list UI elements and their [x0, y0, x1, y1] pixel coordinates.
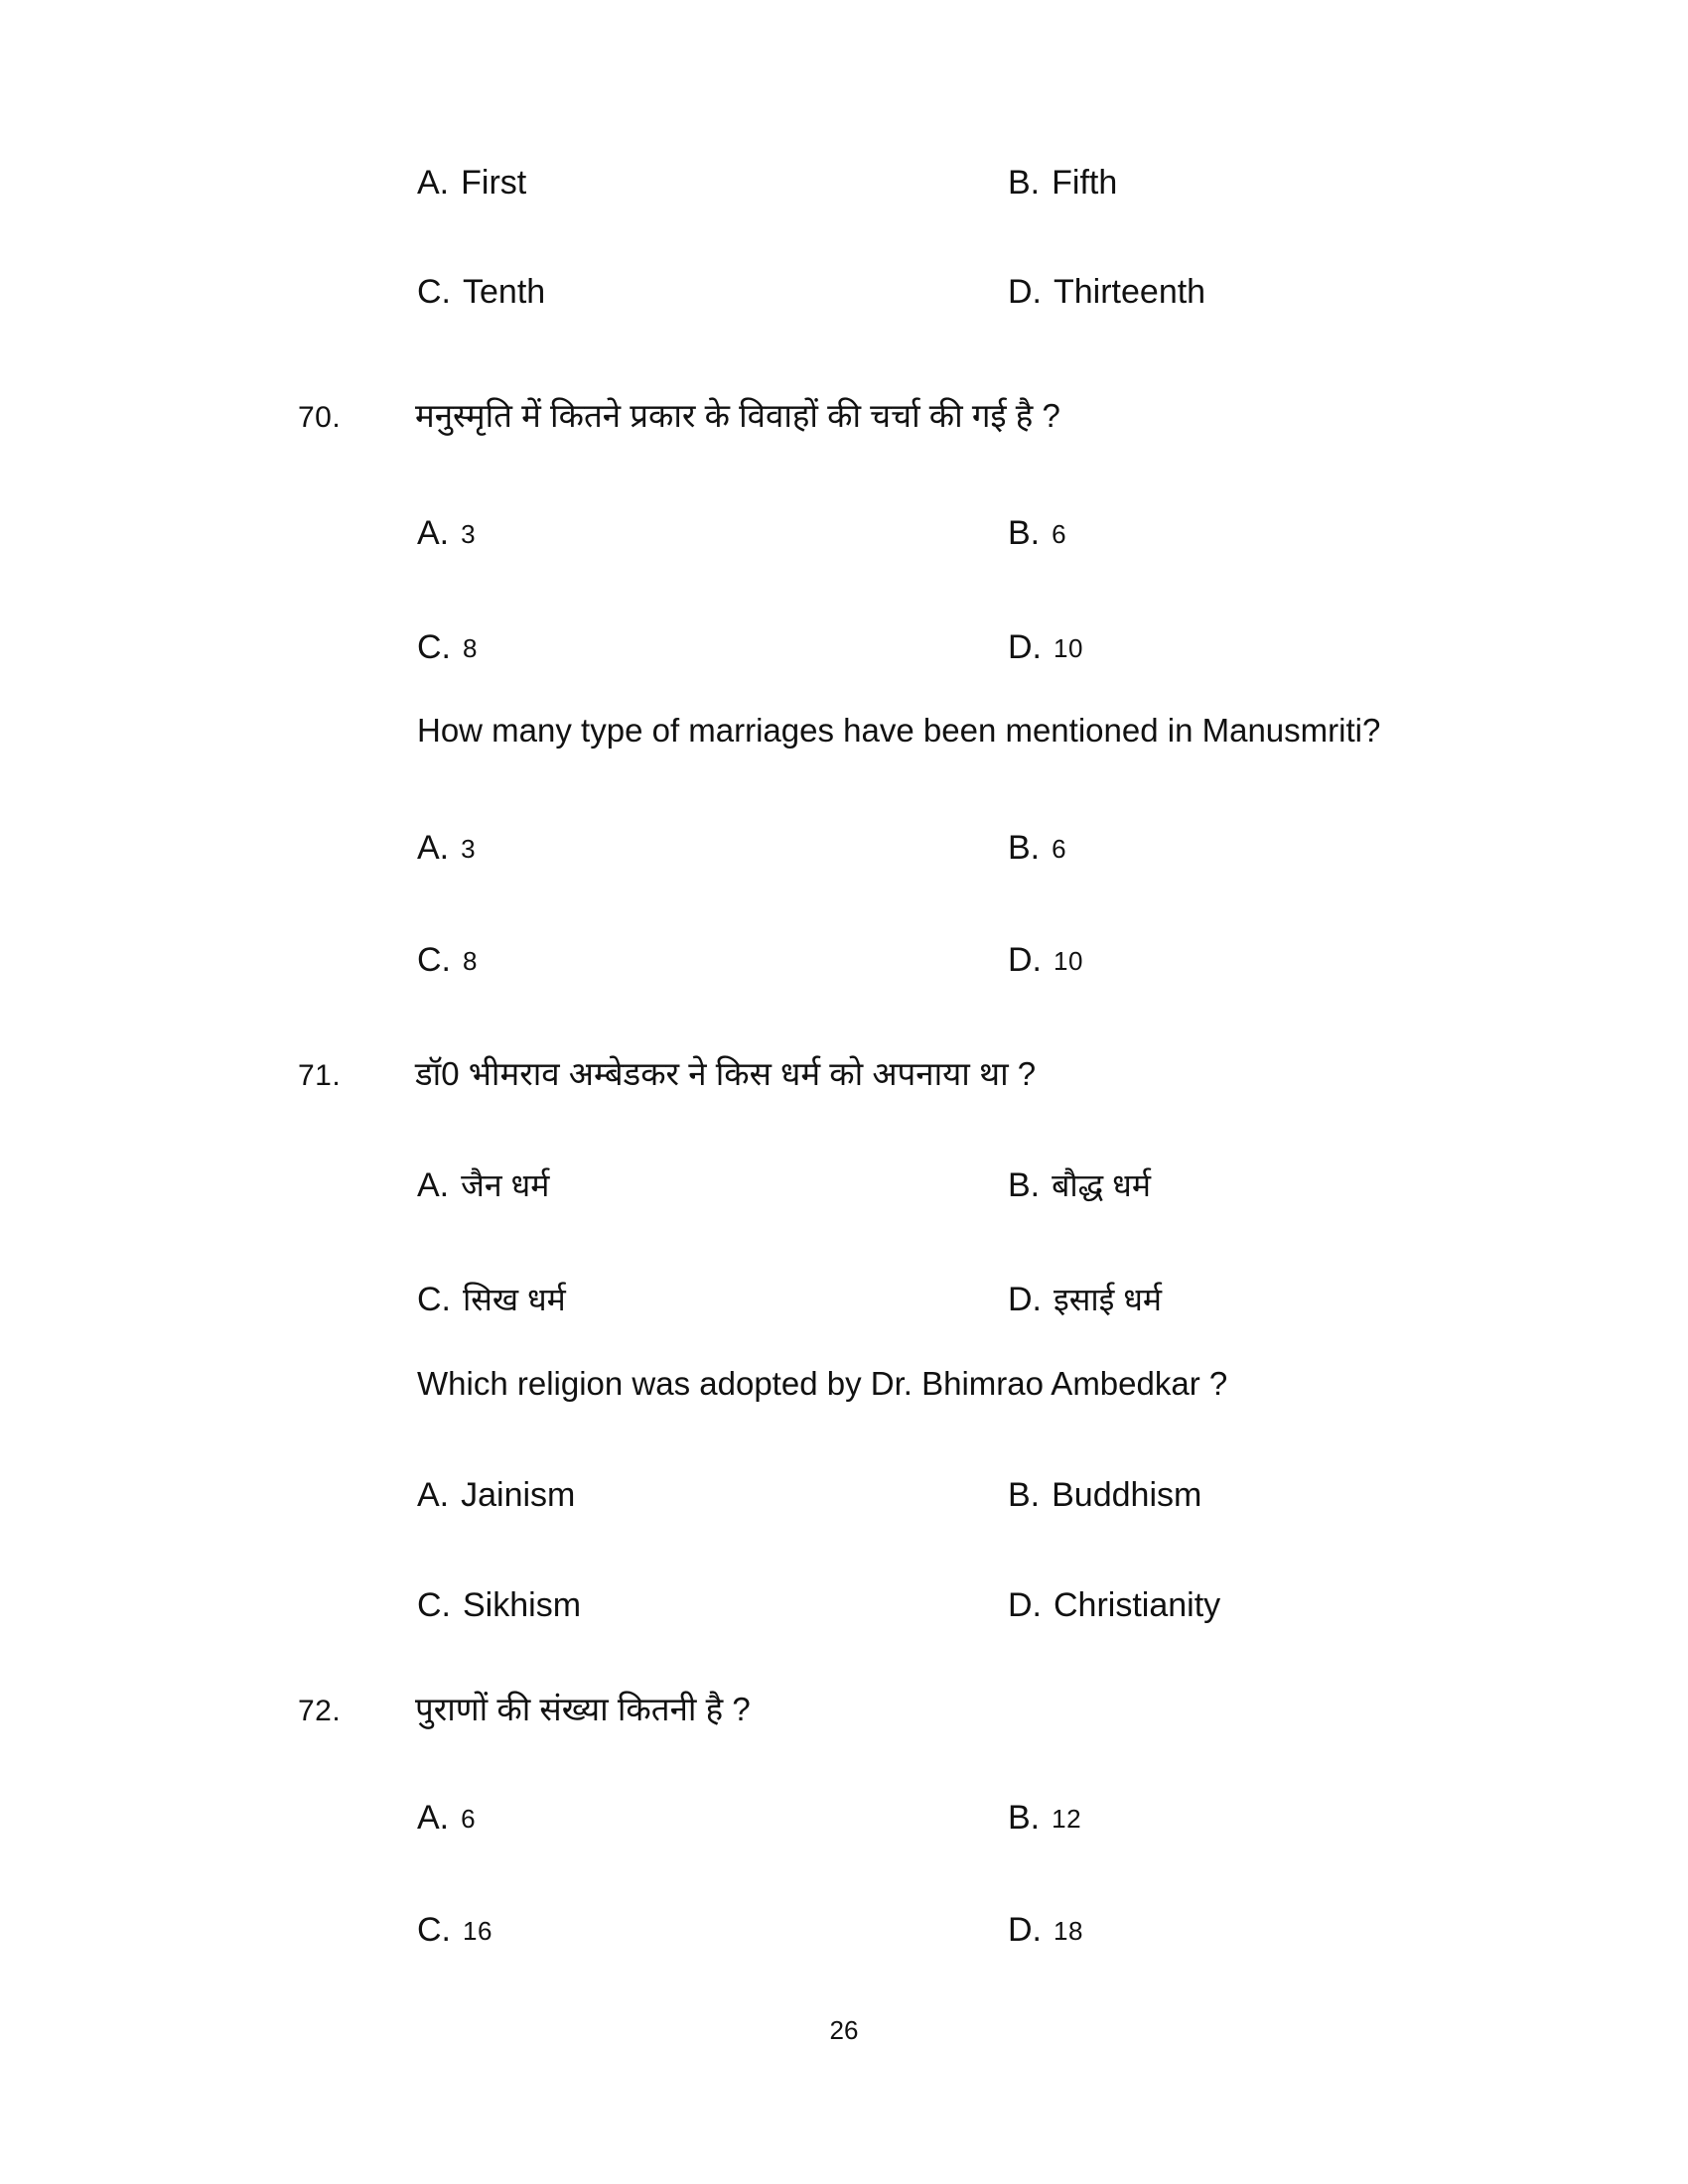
option-row — [417, 1586, 1609, 1625]
option-c[interactable] — [417, 273, 1008, 312]
option-row — [417, 1799, 1609, 1838]
option-c[interactable] — [417, 1278, 1008, 1320]
option-b[interactable] — [1008, 1163, 1604, 1206]
option-value: 3 — [461, 834, 477, 864]
option-row — [417, 1163, 1609, 1206]
option-b[interactable] — [1008, 829, 1604, 868]
option-value: 8 — [463, 633, 478, 663]
option-d[interactable] — [1008, 941, 1604, 980]
option-value: बौद्ध धर्म — [1052, 1167, 1151, 1203]
option-row — [417, 1476, 1609, 1515]
option-label: A. — [417, 1476, 450, 1514]
option-d[interactable] — [1008, 1278, 1604, 1320]
question-number: 70. — [298, 401, 342, 434]
option-value: Fifth — [1052, 164, 1118, 202]
option-value: Christianity — [1054, 1586, 1221, 1624]
option-label: A. — [417, 1166, 450, 1204]
option-d[interactable] — [1008, 1911, 1604, 1950]
option-label: B. — [1008, 1476, 1041, 1514]
option-a[interactable] — [417, 514, 1008, 553]
option-value: 16 — [463, 1916, 492, 1946]
option-value: 10 — [1054, 633, 1083, 663]
option-value: Thirteenth — [1054, 273, 1206, 311]
option-value: 18 — [1054, 1916, 1083, 1946]
option-label: C. — [417, 273, 451, 311]
option-value: Sikhism — [463, 1586, 582, 1624]
option-a[interactable] — [417, 164, 1008, 203]
option-value: जैन धर्म — [461, 1167, 550, 1203]
question-number: 71. — [298, 1059, 342, 1092]
option-b[interactable] — [1008, 1476, 1604, 1515]
option-value: Jainism — [461, 1476, 576, 1514]
option-label: A. — [417, 514, 450, 552]
option-row — [417, 829, 1609, 868]
option-value: 6 — [1052, 834, 1067, 864]
option-row — [417, 941, 1609, 980]
option-value: 3 — [461, 519, 477, 549]
option-b[interactable] — [1008, 164, 1604, 203]
option-row — [417, 164, 1609, 203]
option-value: 8 — [463, 946, 478, 976]
option-value: सिख धर्म — [463, 1282, 566, 1317]
option-d[interactable] — [1008, 628, 1604, 667]
question-text-english: Which religion was adopted by Dr. Bhimrao Ambedkar ? — [417, 1365, 1228, 1402]
option-label: C. — [417, 628, 451, 666]
option-label: A. — [417, 829, 450, 867]
option-row — [417, 273, 1609, 312]
option-value: 12 — [1052, 1804, 1082, 1834]
question-text-hindi: डॉ0 भीमराव अम्बेडकर ने किस धर्म को अपनाया था ? — [415, 1055, 1037, 1092]
option-c[interactable] — [417, 628, 1008, 667]
option-value: First — [461, 164, 527, 202]
option-label: D. — [1008, 1281, 1042, 1318]
option-d[interactable] — [1008, 273, 1604, 312]
option-a[interactable] — [417, 829, 1008, 868]
option-c[interactable] — [417, 941, 1008, 980]
option-a[interactable] — [417, 1476, 1008, 1515]
option-value: 6 — [461, 1804, 477, 1834]
option-label: B. — [1008, 829, 1041, 867]
question-text-hindi: मनुस्मृति में कितने प्रकार के विवाहों की चर्चा की गई है ? — [415, 397, 1060, 434]
option-c[interactable] — [417, 1586, 1008, 1625]
option-row — [417, 1911, 1609, 1950]
option-a[interactable] — [417, 1799, 1008, 1838]
option-label: B. — [1008, 164, 1041, 202]
option-b[interactable] — [1008, 514, 1604, 553]
question-71 — [0, 1050, 1688, 1095]
question-text-english: How many type of marriages have been mentioned in Manusmriti? — [417, 712, 1381, 749]
option-label: C. — [417, 1281, 451, 1318]
option-row — [417, 514, 1609, 553]
option-label: C. — [417, 1911, 451, 1949]
question-text-hindi: पुराणों की संख्या कितनी है ? — [415, 1691, 751, 1727]
page-number: 26 — [829, 2015, 859, 2045]
option-c[interactable] — [417, 1911, 1008, 1950]
option-value: Buddhism — [1052, 1476, 1202, 1514]
option-label: B. — [1008, 1799, 1041, 1837]
option-value: 6 — [1052, 519, 1067, 549]
option-label: B. — [1008, 514, 1041, 552]
option-a[interactable] — [417, 1163, 1008, 1206]
option-value: 10 — [1054, 946, 1083, 976]
option-row — [417, 628, 1609, 667]
option-label: C. — [417, 941, 451, 979]
option-label: C. — [417, 1586, 451, 1624]
question-72 — [0, 1686, 1688, 1730]
option-label: D. — [1008, 628, 1042, 666]
question-number: 72. — [298, 1695, 342, 1727]
option-b[interactable] — [1008, 1799, 1604, 1838]
option-value: इसाई धर्म — [1054, 1282, 1163, 1317]
question-70 — [0, 392, 1688, 437]
option-label: A. — [417, 164, 450, 202]
option-label: D. — [1008, 941, 1042, 979]
option-label: D. — [1008, 1911, 1042, 1949]
option-label: B. — [1008, 1166, 1041, 1204]
option-d[interactable] — [1008, 1586, 1604, 1625]
option-value: Tenth — [463, 273, 546, 311]
option-row — [417, 1278, 1609, 1320]
option-label: D. — [1008, 273, 1042, 311]
option-label: A. — [417, 1799, 450, 1837]
option-label: D. — [1008, 1586, 1042, 1624]
